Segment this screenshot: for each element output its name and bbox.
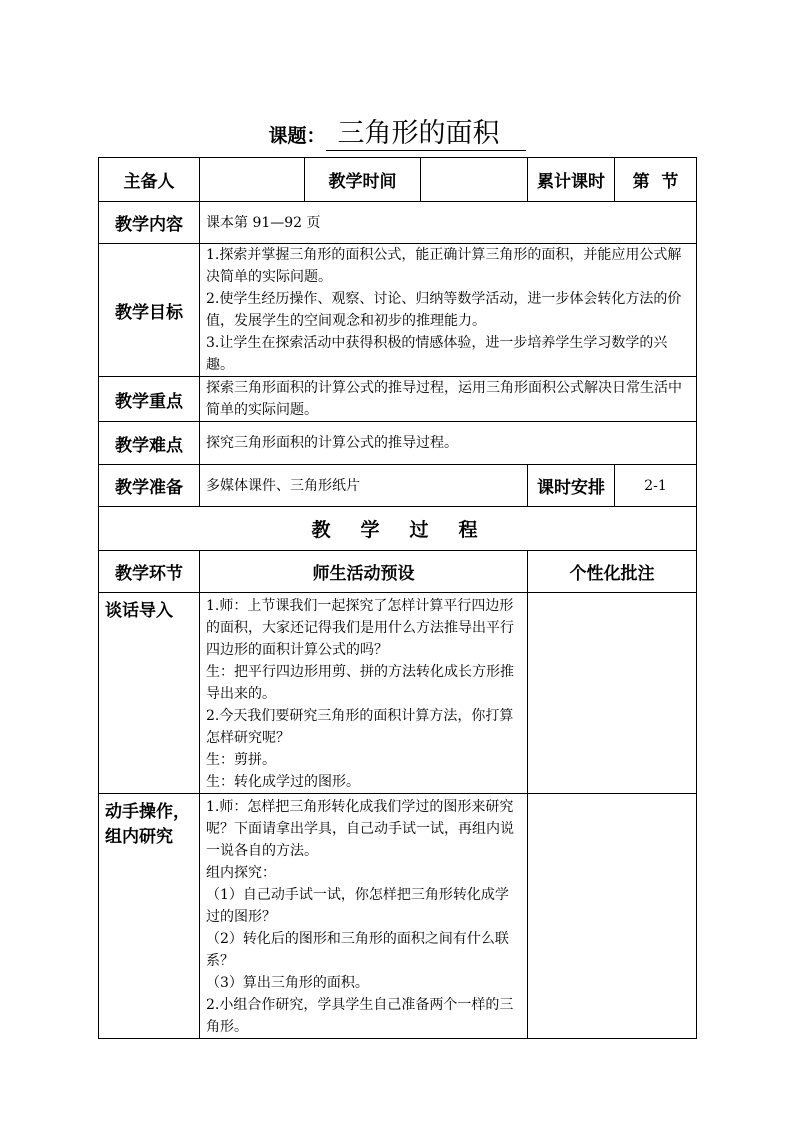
activity-line: 1.师：怎样把三角形转化成我们学过的图形来研究呢？下面请拿出学具，自己动手试一试，再组内说一说各自的方法。 (206, 799, 514, 859)
preparation-label: 教学准备 (99, 465, 200, 507)
stage-row (99, 593, 697, 794)
stage-activity (200, 794, 528, 1039)
stage-column-header: 教学环节 (99, 551, 200, 593)
content-row (99, 202, 697, 244)
info-row (99, 158, 697, 202)
activity-line: 生：剪拼。 (206, 752, 276, 768)
process-banner: 教学过程 (99, 507, 697, 551)
activity-line: 2.今天我们要研究三角形的面积计算方法，你打算怎样研究呢？ (206, 708, 514, 746)
activity-line: 2.小组合作研究，学具学生自己准备两个一样的三角形。 (206, 997, 514, 1035)
teaching-time-value[interactable] (421, 158, 528, 202)
notes-column-header: 个性化批注 (528, 551, 697, 593)
preparation-value: 多媒体课件、三角形纸片 (200, 465, 528, 507)
key-point-value: 探索三角形面积的计算公式的推导过程，运用三角形面积公式解决日常生活中简单的实际问题。 (200, 377, 697, 422)
process-header-row (99, 551, 697, 593)
schedule-label: 课时安排 (528, 465, 615, 507)
lesson-title (0, 118, 794, 151)
activity-line: 生：转化成学过的图形。 (206, 774, 360, 790)
activity-line: （3）算出三角形的面积。 (206, 975, 369, 991)
activity-line: （1）自己动手试一试，你怎样把三角形转化成学过的图形？ (206, 887, 509, 925)
difficulty-value: 探究三角形面积的计算公式的推导过程。 (200, 422, 697, 465)
stage-notes[interactable] (528, 794, 697, 1039)
goals-row (99, 244, 697, 377)
section-label: 第 节 (615, 158, 697, 202)
activity-column-header: 师生活动预设 (200, 551, 528, 593)
preparer-label: 主备人 (99, 158, 200, 202)
activity-line: 1.师：上节课我们一起探究了怎样计算平行四边形的面积，大家还记得我们是用什么方法推导出平行四边形的面积计算公式的吗？ (206, 598, 514, 658)
goal-item: 3.让学生在探索活动中获得积极的情感体验，进一步培养学生学习数学的兴趣。 (206, 335, 668, 373)
activity-line: 组内探究： (206, 865, 276, 881)
stage-name: 谈话导入 (99, 593, 200, 794)
goal-item: 1.探索并掌握三角形的面积公式，能正确计算三角形的面积，并能应用公式解决简单的实际问题。 (206, 247, 682, 285)
goals-label: 教学目标 (99, 244, 200, 377)
teaching-time-label: 教学时间 (305, 158, 421, 202)
stage-activity (200, 593, 528, 794)
stage-name: 动手操作，组内研究 (99, 794, 200, 1039)
activity-line: （2）转化后的图形和三角形的面积之间有什么联系？ (206, 931, 509, 969)
difficulty-label: 教学难点 (99, 422, 200, 465)
cumulative-hours-label: 累计课时 (528, 158, 615, 202)
difficulty-row (99, 422, 697, 465)
key-point-row (99, 377, 697, 422)
schedule-value: 2-1 (615, 465, 697, 507)
goals-list (200, 244, 697, 377)
key-point-label: 教学重点 (99, 377, 200, 422)
goal-item: 2.使学生经历操作、观察、讨论、归纳等数学活动，进一步体会转化方法的价值，发展学生的空间观念和初步的推理能力。 (206, 291, 682, 329)
activity-line: 生：把平行四边形用剪、拼的方法转化成长方形推导出来的。 (206, 664, 514, 702)
content-value: 课本第 91—92 页 (200, 202, 697, 244)
title-label: 课题： (268, 125, 326, 147)
content-label: 教学内容 (99, 202, 200, 244)
title-text: 三角形的面积 (326, 118, 526, 151)
preparer-value[interactable] (200, 158, 305, 202)
preparation-row (99, 465, 697, 507)
stage-notes[interactable] (528, 593, 697, 794)
lesson-plan-table (98, 157, 697, 1039)
process-banner-row (99, 507, 697, 551)
stage-row (99, 794, 697, 1039)
